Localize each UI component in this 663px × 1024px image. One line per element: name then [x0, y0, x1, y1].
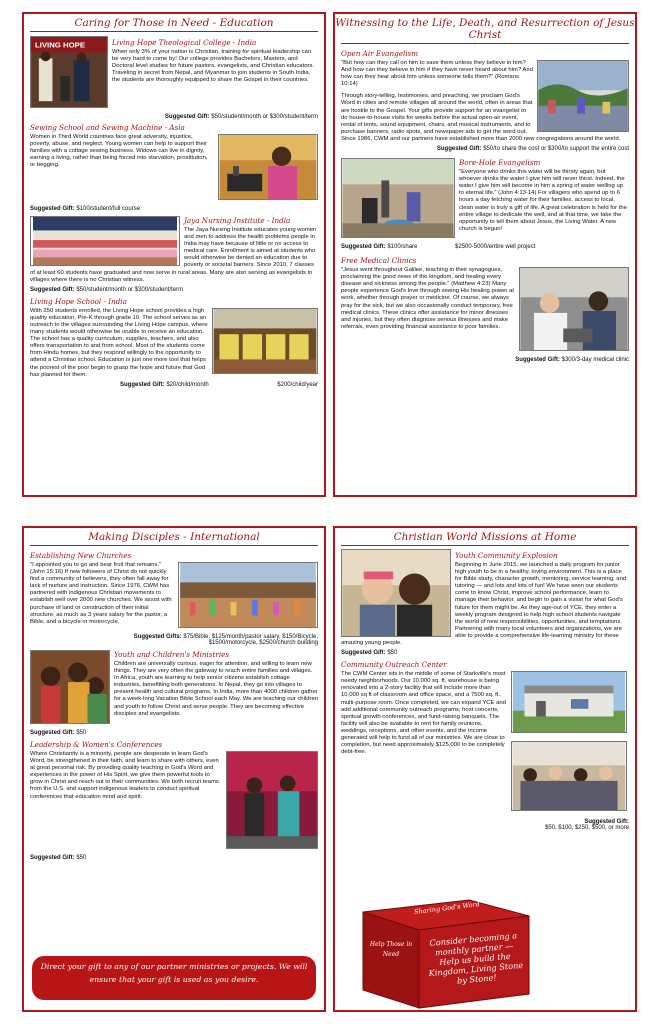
panel-missions-at-home — [333, 526, 637, 1012]
panel-title: Making Disciples - International — [88, 531, 260, 543]
gift-label: Suggested Gift: — [30, 730, 75, 736]
gift-value: $50/to share the cost or $300/to support the entire cost — [483, 146, 629, 153]
gift-label: Suggested Gift: — [436, 146, 482, 153]
suggested-gift — [30, 114, 318, 120]
suggested-gift — [341, 244, 629, 250]
gift-value-2: $200/child/year — [277, 381, 318, 388]
suggested-gift — [341, 146, 629, 152]
section-leadership — [24, 740, 324, 861]
section-heading: Community Outreach Center — [341, 660, 447, 670]
suggested-gift — [30, 634, 318, 646]
gift-label: Suggested Gift: — [120, 381, 165, 388]
section-heading: Bore-Hole Evangelism — [459, 158, 541, 168]
section-living-hope-school — [24, 297, 324, 388]
section-heading: Jaya Nursing Institute - India — [184, 216, 291, 225]
panel-title: Caring for Those in Need - Education — [74, 17, 274, 29]
youth-community-photo — [341, 549, 451, 637]
gift-value: $50 — [76, 855, 87, 861]
section-body: "But how can they call on him to save them unless they believe in him? And how can they believe in him if they have never heard about him? And how can they hear about him unless someone tells them?" (Romans 10:14) — [341, 60, 533, 88]
section-body: "Everyone who drinks this water will be thirsty again, but whoever drinks the water I give him will never thirst. Indeed, the water I give him will become in him a spring of water welling up to eternal life." (John 4:13-14) For villagers who spend up to 6 hours a day fetching water for their families, access to local, clean water is truly a gift of life. A great celebration is held for the entire village to dedicate the well, and at that time, we take the opportunity to tell them about Jesus, the Living Water. A new church is begun! — [459, 169, 627, 232]
section-youth-community — [335, 546, 635, 656]
section-body: Beginning in June 2015, we launched a daily program for junior high youth to be in a healthy, loving environment. This is a place for Bible study, character growth, mentoring, service learning, and tutoring — and lots and lots of fun! We have seen our students come to know Christ, improve school performance, learn to manage their behavior, and begin to gain a vision for what God's future for them might be. As they age-out of YCE, they enter a weekly program designed to help high school students navigate the world of new responsibilities, opportunities, and temptations. Partnering with many local volunteers and organizations, we are able to provide a comprehensive life-learning ministry for these amazing young people. — [341, 562, 627, 647]
suggested-gift — [30, 730, 318, 736]
gift-value: $50/student/month or $300/student/term — [211, 114, 318, 120]
gift-value: $50 — [76, 730, 87, 736]
section-body: Where Christianity is a minority, people are desperate to learn God's Word, be strengthened in their faith, and learn to share with others, even at great personal risk. By providing quality teaching in God's Word and experiences in the power of His Spirit, we give them powerful tools to grow in Christ and reach out to their communities. We both recruit teams from the U.S. and support indigenous leaders to conduct spiritual conferences that education mind and spirit. — [30, 751, 219, 800]
section-heading: Youth and Children's Ministries — [114, 650, 230, 659]
warehouse-photo — [511, 671, 627, 733]
section-heading: Youth Community Explosion — [455, 551, 558, 560]
suggested-gift — [30, 855, 318, 861]
section-body: Women in Third World countries face great adversity, injustice, poverty, abuse, and neglect. Young women can help to support their families with a cottage sewing business. Widows can live in dignity, earning a living, rather than being forced into starvation, prostitution, or begging. — [30, 134, 208, 169]
gift-label: Suggested Gift: — [341, 244, 386, 251]
section-heading: Establishing New Churches — [30, 551, 132, 560]
direct-gift-banner: Direct your gift to any of our partner ministries or projects. We will ensure that your gift is used as you desire. — [32, 956, 316, 1000]
gift-label: Suggested Gift: — [341, 650, 386, 657]
gift-value: $100/student/full course — [76, 206, 141, 212]
suggested-gift — [30, 206, 318, 212]
suggested-gift — [30, 382, 318, 388]
gift-label: Suggested Gifts: — [133, 634, 182, 640]
suggested-gift — [341, 357, 629, 363]
gift-value: $75/Bible, $125/month/pastor salary, $150/Bicycle, — [183, 634, 318, 640]
section-new-churches — [24, 546, 324, 646]
section-heading: Living Hope Theological College - India — [112, 38, 257, 47]
section-heading: Free Medical Clinics — [341, 256, 417, 266]
panel-education — [22, 12, 326, 497]
section-body: "I appointed you to go and bear fruit that remains." (John 15:16) If new followers of Christ do not quickly find a community of believers, they often fall away for lack of nurture and instruction. Since 1976, CWM has partnered with indigenous Christian movements to establish well over 2000 new churches. We assist with purchase of land or construction of their initial structure, as much as 3 years salary for the pastor, a Bible, and a bicycle or motorcycle. — [30, 562, 172, 625]
gift-label: Suggested Gift: — [30, 286, 75, 293]
nursing-photo — [30, 216, 180, 266]
conference-photo — [226, 751, 318, 849]
gift-value-2: $2500-5000/entire well project — [455, 244, 536, 251]
section-bore-hole — [335, 158, 635, 250]
gift-value: $50 — [387, 650, 398, 657]
suggested-gift — [341, 819, 629, 831]
stone-front-text: Consider becoming a monthly partner — Help us build the Kingdom, Living Stone by Stone! — [428, 930, 524, 986]
stone-side-text: Help Those in Need — [369, 941, 413, 958]
section-body: The Jaya Nursing Institute educates young women and men to address the health problems people in India may have because of little or no access to medical care. Enrollment is aimed at students who would otherwise be denied an education due to poverty or societal barriers. Since 2010, 7 classes of at least 60 students have graduated and now serve in rural areas. Many are also serving as evangelists in villages where there is no Christian witness. — [30, 227, 317, 283]
center-interior-photo — [511, 741, 627, 811]
section-heading: Living Hope School - India — [30, 296, 127, 306]
gift-value: $100/share — [387, 244, 418, 251]
gift-value: $50/student/month or $300/student/term — [76, 286, 184, 293]
section-body: With 250 students enrolled, the Living Hope school provides a high quality education, Pre-K through grade 10. The school serves as an outreach to the villages surrounding the Living Hope campus, where many students would otherwise be unable to receive an education. The school has a quality curriculum, supplies, teachers, and also offers transportation to and from school. Most of the students come from Hindu homes, but they respond willingly to the opportunity to attend a Christian school. Education is just one more tool that helps the poorest of the poor begin to grasp the hope and future that God has planned for them. — [30, 307, 208, 378]
section-body: When only 3% of your nation is Christian, training for spiritual leadership can be very hard to come by! Our college provides Bachelors, Masters, and Doctoral level studies for future pastors, evangelists, and Christian educators. Traveling in secret from Nepal, and Myanmar to join students in South India, the students are thoroughly equipped to share the Gospel in their countries. — [112, 49, 315, 84]
section-medical-clinics — [335, 256, 635, 363]
sewing-photo — [218, 134, 318, 200]
section-body-2: Through story-telling, testimonies, and preaching, we proclaim God's Word in cities and remote villages all around the world, often in areas that are hostile to the Gospel. Your gifts provide support for an evangelist to do house-to-house visits for weeks before the actual open-air event, rental of tents, sound equipment, chairs, and musical instruments, and to purchase banners, radio spots, and newspaper ads to get the word out. Since 1986, CWM and our partners have established more than 2000 new congregations around the world. — [341, 93, 621, 142]
section-heading: Sewing School and Sewing Machine - Asia — [30, 123, 185, 132]
section-youth-children — [24, 650, 324, 736]
living-stone-graphic — [349, 894, 537, 1010]
section-living-hope-college — [24, 32, 324, 120]
gift-value: $50, $100, $250, $500, or more — [544, 825, 629, 832]
gift-label: Suggested Gift: — [164, 114, 210, 120]
college-photo — [30, 36, 108, 108]
section-sewing-school — [24, 123, 324, 212]
college-banner-text: LIVING HOPE — [34, 40, 86, 50]
bore-hole-photo — [341, 158, 455, 238]
section-heading: Open Air Evangelism — [341, 49, 419, 58]
gift-label: Suggested Gift: — [30, 855, 75, 861]
gift-value: $20/child/month — [166, 381, 209, 388]
clinic-photo — [519, 267, 629, 351]
gift-value: $300/3-day medical clinic — [561, 357, 629, 364]
section-open-air — [335, 44, 635, 152]
section-body: "Jesus went throughout Galilee, teaching in their synagogues, proclaiming the good news of the kingdom, and healing every disease and sickness among the people." (Matthew 4:23) Many people experience God's love through seeing His healing power at work, whether through prayer or medicine. Of course, we always pray for the sick, but we also occasionally conduct temporary, free medical clinics. These clinics offer assistance for minor illnesses and injuries, but they often diagnose serious illnesses and make referrals, even providing financial assistance to poor families. — [341, 267, 515, 330]
section-outreach-center — [335, 660, 635, 831]
panel-title: Witnessing to the Life, Death, and Resurrection of Jesus Christ — [335, 17, 635, 41]
section-body: The CWM Center sits in the middle of some of Starkville's most needy neighborhoods. Our 10,000 sq. ft. warehouse is being renovated into a 2-story facility that will include more than 10,000 sq ft of classroom and office space, and a 7500 sq. ft. multi-purpose room. Once completed, we can expand YCE and add additional community outreach programs; host concerts, spiritual growth conferences, and fund-raising banquets. The facility will also be available to rent for family reunions, weddings, receptions, and other events, and the income generated will help to fund all of our ministries. We are close to completion, but need approximately $125,000 to be completely debt-free. — [341, 671, 506, 756]
open-air-photo — [537, 60, 629, 132]
gift-label: Suggested Gift: — [584, 819, 629, 826]
churches-photo — [178, 562, 318, 628]
gift-label: Suggested Gift: — [30, 206, 75, 212]
school-photo — [212, 308, 318, 374]
suggested-gift — [341, 650, 629, 656]
panel-title: Christian World Missions at Home — [393, 531, 577, 543]
panel-making-disciples — [22, 526, 326, 1012]
gift-label: Suggested Gift: — [515, 357, 560, 364]
stone-top-text: Sharing God's Word — [413, 900, 481, 916]
section-jaya-nursing — [24, 216, 324, 293]
section-heading: Leadership & Women's Conferences — [30, 740, 163, 749]
section-body: Children are universally curious, eager for attention, and willing to learn new things. They are very often the gateway to reach entire families and villages. In Africa, youth are learning to help senior citizens establish cottage industries, benefitting both generations. In Nepal, they go into villages to present health and cultural programs. In India, more than 4000 children gather for a week-long Vacation Bible School each May. We are teaching our children and youth to follow Christ and serve people. They are becoming effective disciples and evangelists. — [114, 661, 318, 717]
panel-witnessing — [333, 12, 637, 497]
suggested-gift — [30, 287, 318, 293]
gift-value-2: $1500/motorcycle, $2500/church building — [208, 640, 318, 646]
youth-children-photo — [30, 650, 110, 724]
outreach-photos — [511, 671, 629, 816]
